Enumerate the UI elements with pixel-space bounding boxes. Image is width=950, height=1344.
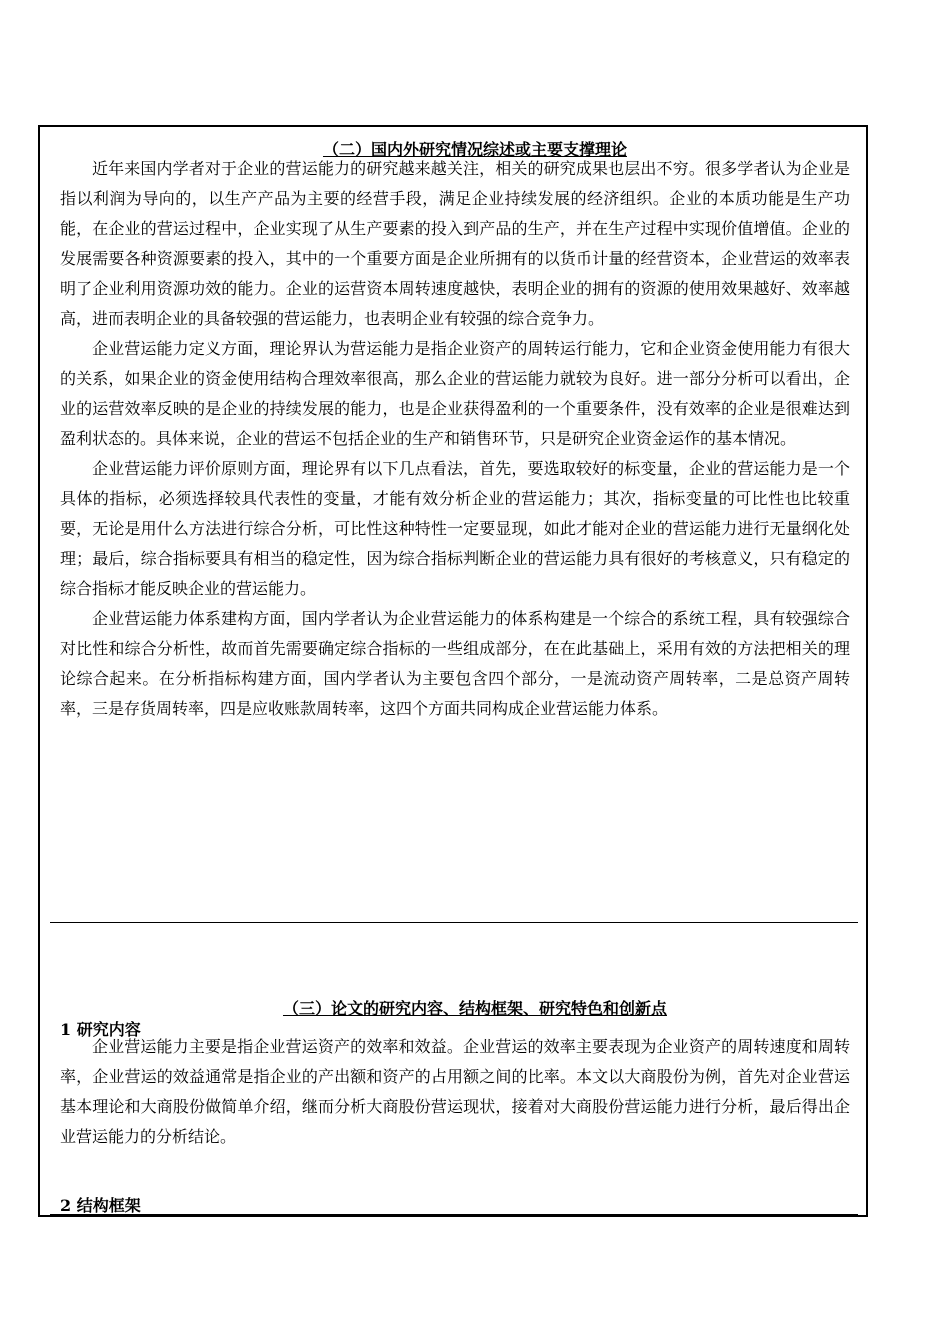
- section-3-title: （三）论文的研究内容、结构框架、研究特色和创新点: [282, 999, 667, 1018]
- section-divider: [50, 922, 858, 923]
- subsection-heading-research-content: 1 研究内容: [60, 1020, 141, 1039]
- paragraph: 企业营运能力主要是指企业营运资产的效率和效益。企业营运的效率主要表现为企业资产的周转速度和周转率，企业营运的效益通常是指企业的产出额和资产的占用额之间的比率。本文以大商股份为例，首先对企业营运基本理论和大商股份做简单介绍，继而分析大商股份营运现状，接着对大商股份营运能力进行分析，最后得出企业营运能力的分析结论。: [60, 1037, 850, 1146]
- paragraph: 企业营运能力评价原则方面，理论界有以下几点看法，首先，要选取较好的标变量，企业的营运能力是一个具体的指标，必须选择较具代表性的变量，才能有效分析企业的营运能力；其次，指标变量的可比性也比较重要，无论是用什么方法进行综合分析，可比性这种特性一定要显现，如此才能对企业的营运能力进行无量纲化处理；最后，综合指标要具有相当的稳定性，因为综合指标判断企业的营运能力具有很好的考核意义，只有稳定的综合指标才能反映企业的营运能力。: [60, 459, 850, 598]
- section-2-title: （二）国内外研究情况综述或主要支撑理论: [322, 140, 627, 159]
- section-3-body: [60, 1032, 850, 1152]
- section-2-body: [60, 154, 850, 724]
- paragraph: 企业营运能力定义方面，理论界认为营运能力是指企业资产的周转运行能力，它和企业资金使用能力有很大的关系，如果企业的资金使用结构合理效率很高，那么企业的营运能力就较为良好。进一部分分析可以看出，企业的运营效率反映的是企业的持续发展的能力，也是企业获得盈利的一个重要条件，没有效率的企业是很难达到盈利状态的。具体来说，企业的营运不包括企业的生产和销售环节，只是研究企业资金运作的基本情况。: [60, 339, 850, 448]
- subsection-heading-structure: 2 结构框架: [60, 1196, 141, 1215]
- paragraph: 企业营运能力体系建构方面，国内学者认为企业营运能力的体系构建是一个综合的系统工程，具有较强综合对比性和综合分析性，故而首先需要确定综合指标的一些组成部分，在在此基础上，采用有效的方法把相关的理论综合起来。在分析指标构建方面，国内学者认为主要包含四个部分，一是流动资产周转率，二是总资产周转率，三是存货周转率，四是应收账款周转率，这四个方面共同构成企业营运能力体系。: [60, 609, 850, 718]
- bottom-border-line: [50, 1214, 858, 1216]
- paragraph: 近年来国内学者对于企业的营运能力的研究越来越关注，相关的研究成果也层出不穷。很多学者认为企业是指以利润为导向的，以生产产品为主要的经营手段，满足企业持续发展的经济组织。企业的本质功能是生产功能，在企业的营运过程中，企业实现了从生产要素的投入到产品的生产，并在生产过程中实现价值增值。企业的发展需要各种资源要素的投入，其中的一个重要方面是企业所拥有的以货币计量的经营资本，企业营运的效率表明了企业利用资源功效的能力。企业的运营资本周转速度越快，表明企业的拥有的资源的使用效果越好、效率越高，进而表明企业的具备较强的营运能力，也表明企业有较强的综合竞争力。: [60, 159, 850, 328]
